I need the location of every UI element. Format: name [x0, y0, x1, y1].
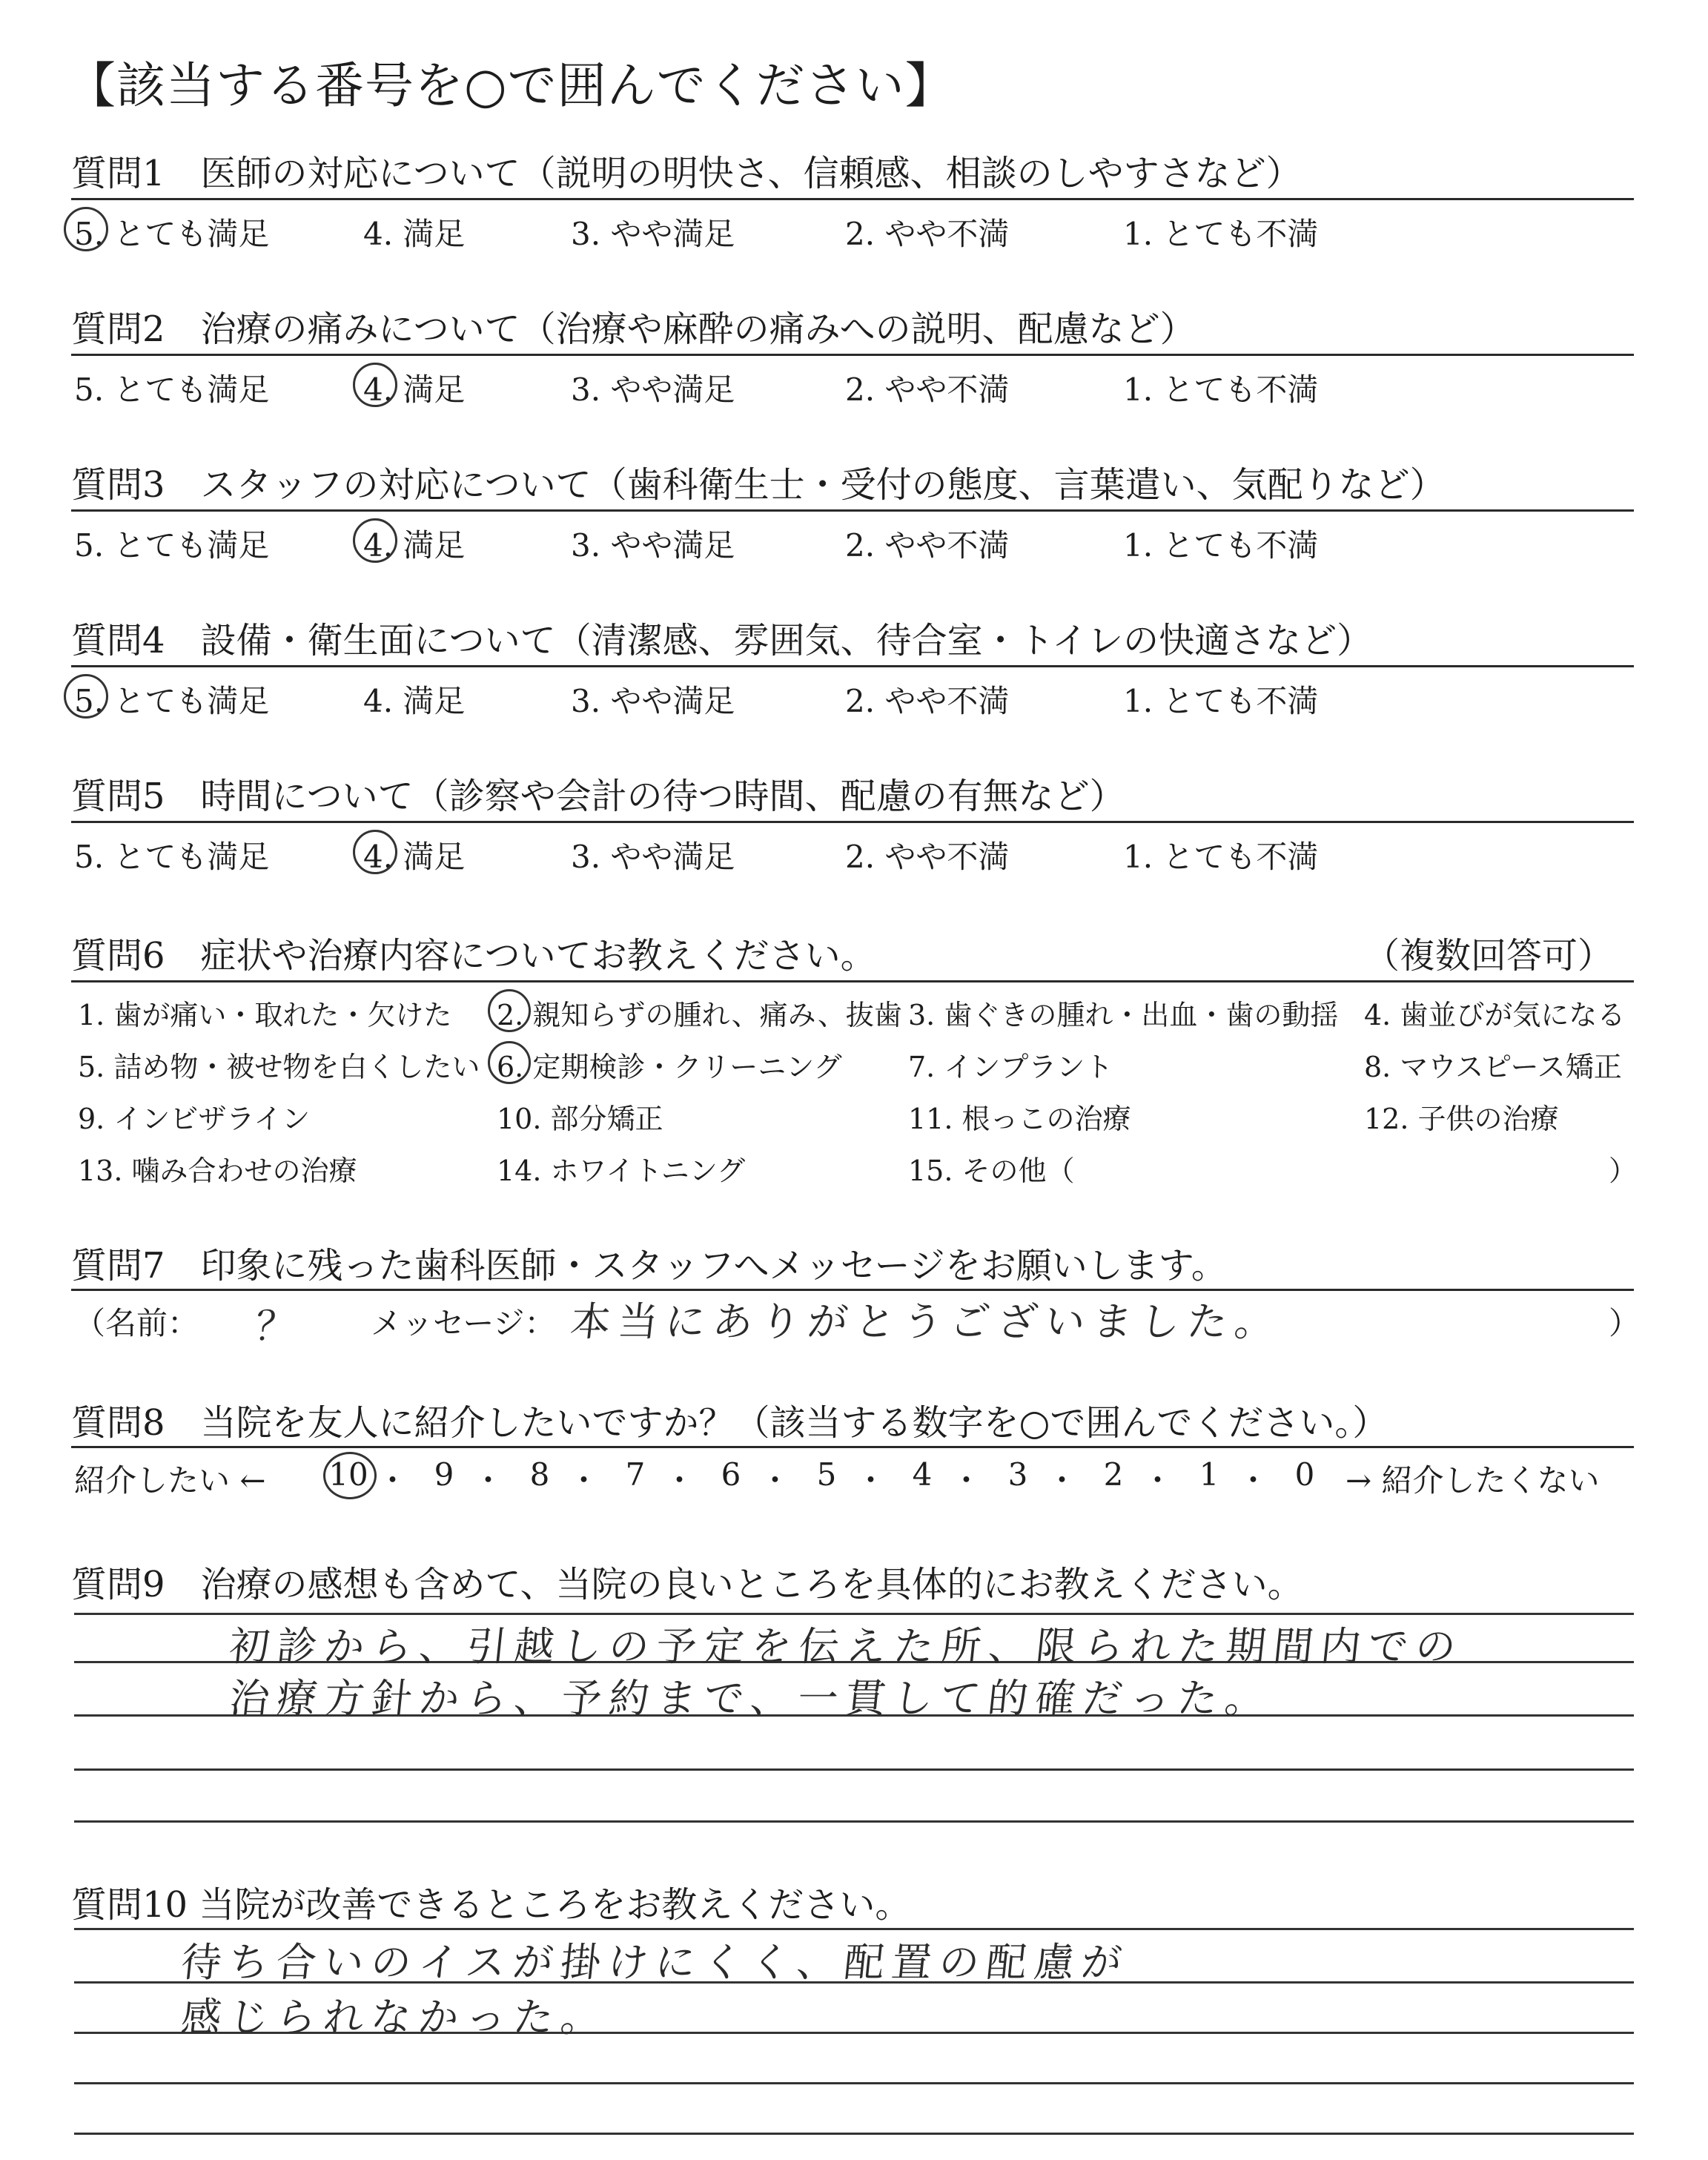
q3-option-1[interactable]: 1. とても不満: [1123, 527, 1319, 564]
q2-option-2[interactable]: 2. やや不満: [845, 371, 1010, 408]
q10-title: 質問10 当院が改善できるところをお教えください。: [71, 1884, 911, 1926]
q4-option-4[interactable]: 4. 満足: [363, 683, 466, 719]
q8-scale-10[interactable]: 10: [328, 1456, 368, 1493]
q8-separator: ・: [855, 1462, 887, 1499]
q8-title: 質問8 当院を友人に紹介したいですか？（該当する数字を○で囲んでください。）: [71, 1402, 1388, 1444]
q6-option-6[interactable]: 6. 定期検診・クリーニング: [497, 1051, 842, 1083]
q8-separator: ・: [1142, 1462, 1174, 1499]
q1-option-1[interactable]: 1. とても不満: [1123, 216, 1319, 252]
q2-option-1[interactable]: 1. とても不満: [1123, 371, 1319, 408]
q1-rule: [71, 198, 1634, 200]
q2-title: 質問2 治療の痛みについて（治療や麻酔の痛みへの説明、配慮など）: [71, 308, 1196, 350]
q6-option-13[interactable]: 13. 噛み合わせの治療: [78, 1155, 357, 1187]
q8-rule: [71, 1446, 1634, 1448]
q9-answer-line-2[interactable]: 治療方針から、予約まで、一貫して的確だった。: [227, 1675, 1275, 1722]
q8-separator: ・: [568, 1462, 600, 1499]
q6-title: 質問6 症状や治療内容についてお教えください。: [71, 935, 876, 977]
q7-message-label: メッセージ：: [371, 1305, 556, 1341]
q6-option-4[interactable]: 4. 歯並びが気になる: [1364, 999, 1626, 1031]
q7-message-value[interactable]: 本当にありがとうございました。: [568, 1298, 1285, 1345]
q1-option-4[interactable]: 4. 満足: [363, 216, 466, 252]
q8-separator: ・: [377, 1462, 408, 1499]
q7-title: 質問7 印象に残った歯科医師・スタッフへメッセージをお願いします。: [71, 1245, 1227, 1287]
q7-name-value[interactable]: ？: [253, 1303, 305, 1350]
q2-rule: [71, 354, 1634, 356]
q10-answer-line-1[interactable]: 待ち合いのイスが掛けにくく、配置の配慮が: [179, 1939, 1132, 1986]
q7-name-label: （名前：: [74, 1305, 199, 1341]
q6-option-5[interactable]: 5. 詰め物・被せ物を白くしたい: [78, 1051, 480, 1083]
q10-line-4: [74, 2082, 1634, 2084]
q3-option-3[interactable]: 3. やや満足: [571, 527, 735, 564]
q2-option-3[interactable]: 3. やや満足: [571, 371, 735, 408]
q6-option-12[interactable]: 12. 子供の治療: [1364, 1103, 1559, 1135]
q3-option-2[interactable]: 2. やや不満: [845, 527, 1010, 564]
q4-option-5[interactable]: 5. とても満足: [74, 683, 270, 719]
q1-option-3[interactable]: 3. やや満足: [571, 216, 735, 252]
q1-selected-circle: [64, 207, 108, 251]
q5-option-1[interactable]: 1. とても不満: [1123, 839, 1319, 875]
q6-note: （複数回答可）: [1364, 935, 1614, 977]
q6-rule: [71, 980, 1634, 982]
q6-option-9[interactable]: 9. インビザライン: [78, 1103, 311, 1135]
q2-option-4[interactable]: 4. 満足: [363, 371, 466, 408]
q10-line-5: [74, 2133, 1634, 2135]
q9-line-4: [74, 1768, 1634, 1771]
q4-option-3[interactable]: 3. やや満足: [571, 683, 735, 719]
q1-title: 質問1 医師の対応について（説明の明快さ、信頼感、相談のしやすさなど）: [71, 153, 1302, 194]
q4-rule: [71, 665, 1634, 667]
q8-separator: ・: [663, 1462, 695, 1499]
q6-option-14[interactable]: 14. ホワイトニング: [497, 1155, 746, 1187]
q1-option-2[interactable]: 2. やや不満: [845, 216, 1010, 252]
q4-selected-circle: [64, 674, 108, 719]
q8-separator: ・: [950, 1462, 982, 1499]
q6-option-15[interactable]: 15. その他（: [908, 1155, 1075, 1187]
q6-selected-circle: [488, 1041, 531, 1084]
q6-option-2[interactable]: 2. 親知らずの腫れ、痛み、抜歯: [497, 999, 902, 1031]
q5-option-2[interactable]: 2. やや不満: [845, 839, 1010, 875]
q6-option-10[interactable]: 10. 部分矯正: [497, 1103, 663, 1135]
q8-scale-0[interactable]: 0: [1294, 1456, 1315, 1493]
q6-option-3[interactable]: 3. 歯ぐきの腫れ・出血・歯の動揺: [908, 999, 1339, 1031]
q6-selected-circle: [488, 989, 531, 1032]
q6-option-8[interactable]: 8. マウスピース矯正: [1364, 1051, 1622, 1083]
q8-selected-circle: [323, 1452, 377, 1499]
q4-title: 質問4 設備・衛生面について（清潔感、雰囲気、待合室・トイレの快適さなど）: [71, 620, 1373, 661]
q6-other-close: ）: [1609, 1155, 1638, 1187]
q4-option-2[interactable]: 2. やや不満: [845, 683, 1010, 719]
q8-scale-6[interactable]: 6: [721, 1456, 741, 1493]
q3-title: 質問3 スタッフの対応について（歯科衛生士・受付の態度、言葉遣い、気配りなど）: [71, 464, 1446, 506]
q2-option-5[interactable]: 5. とても満足: [74, 371, 270, 408]
q5-rule: [71, 821, 1634, 823]
q5-option-5[interactable]: 5. とても満足: [74, 839, 270, 875]
q9-title: 質問9 治療の感想も含めて、当院の良いところを具体的にお教えください。: [71, 1564, 1303, 1605]
q6-option-7[interactable]: 7. インプラント: [908, 1051, 1113, 1083]
q7-close-paren: ）: [1609, 1305, 1641, 1341]
q3-option-4[interactable]: 4. 満足: [363, 527, 466, 564]
q8-scale-8[interactable]: 8: [529, 1456, 550, 1493]
q8-scale-5[interactable]: 5: [816, 1456, 837, 1493]
q5-selected-circle: [353, 830, 397, 874]
q10-line-1: [74, 1928, 1634, 1930]
q8-scale-2[interactable]: 2: [1103, 1456, 1124, 1493]
q3-option-5[interactable]: 5. とても満足: [74, 527, 270, 564]
q5-option-4[interactable]: 4. 満足: [363, 839, 466, 875]
q9-line-5: [74, 1820, 1634, 1823]
q8-scale-4[interactable]: 4: [912, 1456, 933, 1493]
q6-option-1[interactable]: 1. 歯が痛い・取れた・欠けた: [78, 999, 452, 1031]
q8-separator: ・: [759, 1462, 791, 1499]
q5-option-3[interactable]: 3. やや満足: [571, 839, 735, 875]
q8-right-label: → 紹介したくない: [1345, 1462, 1600, 1499]
q9-answer-line-1[interactable]: 初診から、引越しの予定を伝えた所、限られた期間内での: [227, 1623, 1466, 1670]
q1-option-5[interactable]: 5. とても満足: [74, 216, 270, 252]
q6-option-11[interactable]: 11. 根っこの治療: [908, 1103, 1131, 1135]
q8-scale-1[interactable]: 1: [1199, 1456, 1219, 1493]
q8-separator: ・: [472, 1462, 504, 1499]
q8-scale-3[interactable]: 3: [1007, 1456, 1028, 1493]
q2-selected-circle: [353, 363, 397, 407]
q8-scale-9[interactable]: 9: [434, 1456, 454, 1493]
q8-separator: ・: [1046, 1462, 1078, 1499]
q10-answer-line-2[interactable]: 感じられなかった。: [179, 1994, 611, 2041]
q8-left-label: 紹介したい ←: [74, 1462, 266, 1499]
form-header: 【該当する番号を○で囲んでください】: [67, 57, 955, 114]
q8-separator: ・: [1237, 1462, 1269, 1499]
q5-title: 質問5 時間について（診察や会計の待つ時間、配慮の有無など）: [71, 776, 1125, 817]
q8-scale-7[interactable]: 7: [625, 1456, 646, 1493]
q4-option-1[interactable]: 1. とても不満: [1123, 683, 1319, 719]
q3-selected-circle: [353, 518, 397, 563]
q3-rule: [71, 509, 1634, 512]
